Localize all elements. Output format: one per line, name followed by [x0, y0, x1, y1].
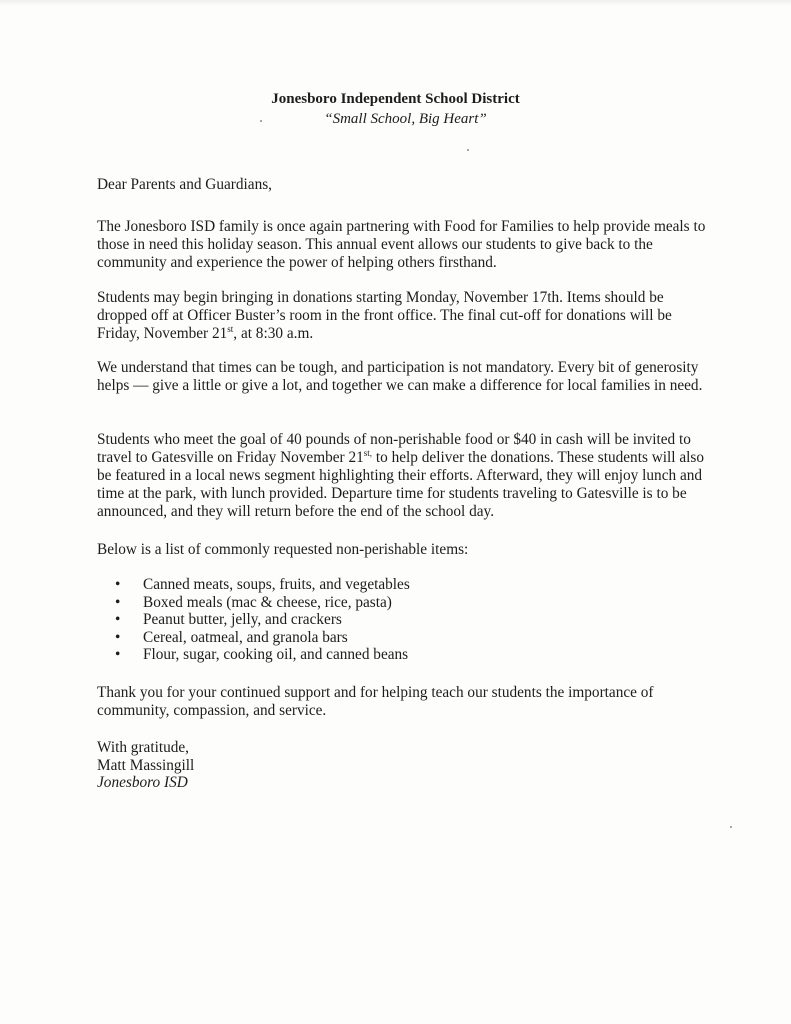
bullet-icon: •	[115, 611, 121, 628]
list-item-text: Flour, sugar, cooking oil, and canned beans	[143, 646, 409, 663]
list-item-text: Cereal, oatmeal, and granola bars	[143, 628, 348, 646]
paragraph-goal-text-end: to help deliver the donations. These students will also be featured in a local news segment highlighting their efforts. Afterward, they will enjoy lunch and time at the park, with lunch provided. Departure time for students traveling to Gatesville is to be announced, and they will return before the end of the school day.	[97, 449, 704, 520]
paragraph-participation: We understand that times can be tough, and participation is not mandatory. Every bit of generosity helps — give a little or give a lot, and together we can make a difference for local families in need.	[97, 359, 703, 394]
list-item	[115, 611, 410, 629]
list-item	[115, 646, 410, 664]
bullet-icon: •	[115, 646, 121, 663]
paragraph-dropoff-text-end: , at 8:30 a.m.	[233, 325, 314, 342]
list-item	[115, 629, 410, 647]
list-item-text: Peanut butter, jelly, and crackers	[143, 611, 342, 628]
donation-items-list	[115, 576, 410, 664]
district-motto: “Small School, Big Heart”	[324, 111, 487, 127]
district-name: Jonesboro Independent School District	[271, 91, 520, 107]
paragraph-partnership: The Jonesboro ISD family is once again partnering with Food for Families to help provide meals to those in need this holiday season. This annual event allows our students to give back to the community and experience the power of helping others firsthand.	[97, 218, 706, 271]
list-item-text: Canned meats, soups, fruits, and vegetables	[143, 576, 410, 593]
list-item	[115, 594, 410, 612]
ordinal-suffix: st,	[363, 448, 373, 458]
paragraph-dropoff-text: Students may begin bringing in donations starting Monday, November 17th. Items should be dropped off at Officer Buster’s room in the front office. The final cut-off for donations will be Friday, November 21	[97, 289, 672, 342]
list-intro: Below is a list of commonly requested non-perishable items:	[97, 541, 469, 558]
bullet-icon: •	[115, 576, 121, 593]
signer-organization: Jonesboro ISD	[97, 774, 188, 791]
bullet-icon: •	[115, 628, 121, 646]
signature-block	[97, 739, 717, 792]
paragraph-goal-text: Students who meet the goal of 40 pounds of non-perishable food or $40 in cash will be invited to travel to Gatesville on Friday November 21	[97, 431, 691, 466]
list-item-text: Boxed meals (mac & cheese, rice, pasta)	[143, 593, 392, 611]
scan-speck	[730, 826, 732, 828]
bullet-icon: •	[115, 593, 121, 611]
salutation: Dear Parents and Guardians,	[97, 176, 273, 193]
paragraph-dropoff	[97, 289, 717, 343]
ordinal-suffix: st	[227, 324, 234, 334]
scan-edge-shadow	[0, 0, 791, 6]
scan-speck	[467, 149, 469, 151]
list-item	[115, 576, 410, 594]
signer-name: Matt Massingill	[97, 756, 195, 774]
paragraph-thanks: Thank you for your continued support and for helping teach our students the importance of community, compassion, and service.	[97, 684, 654, 719]
closing-line: With gratitude,	[97, 739, 189, 756]
paragraph-goal	[97, 431, 717, 521]
